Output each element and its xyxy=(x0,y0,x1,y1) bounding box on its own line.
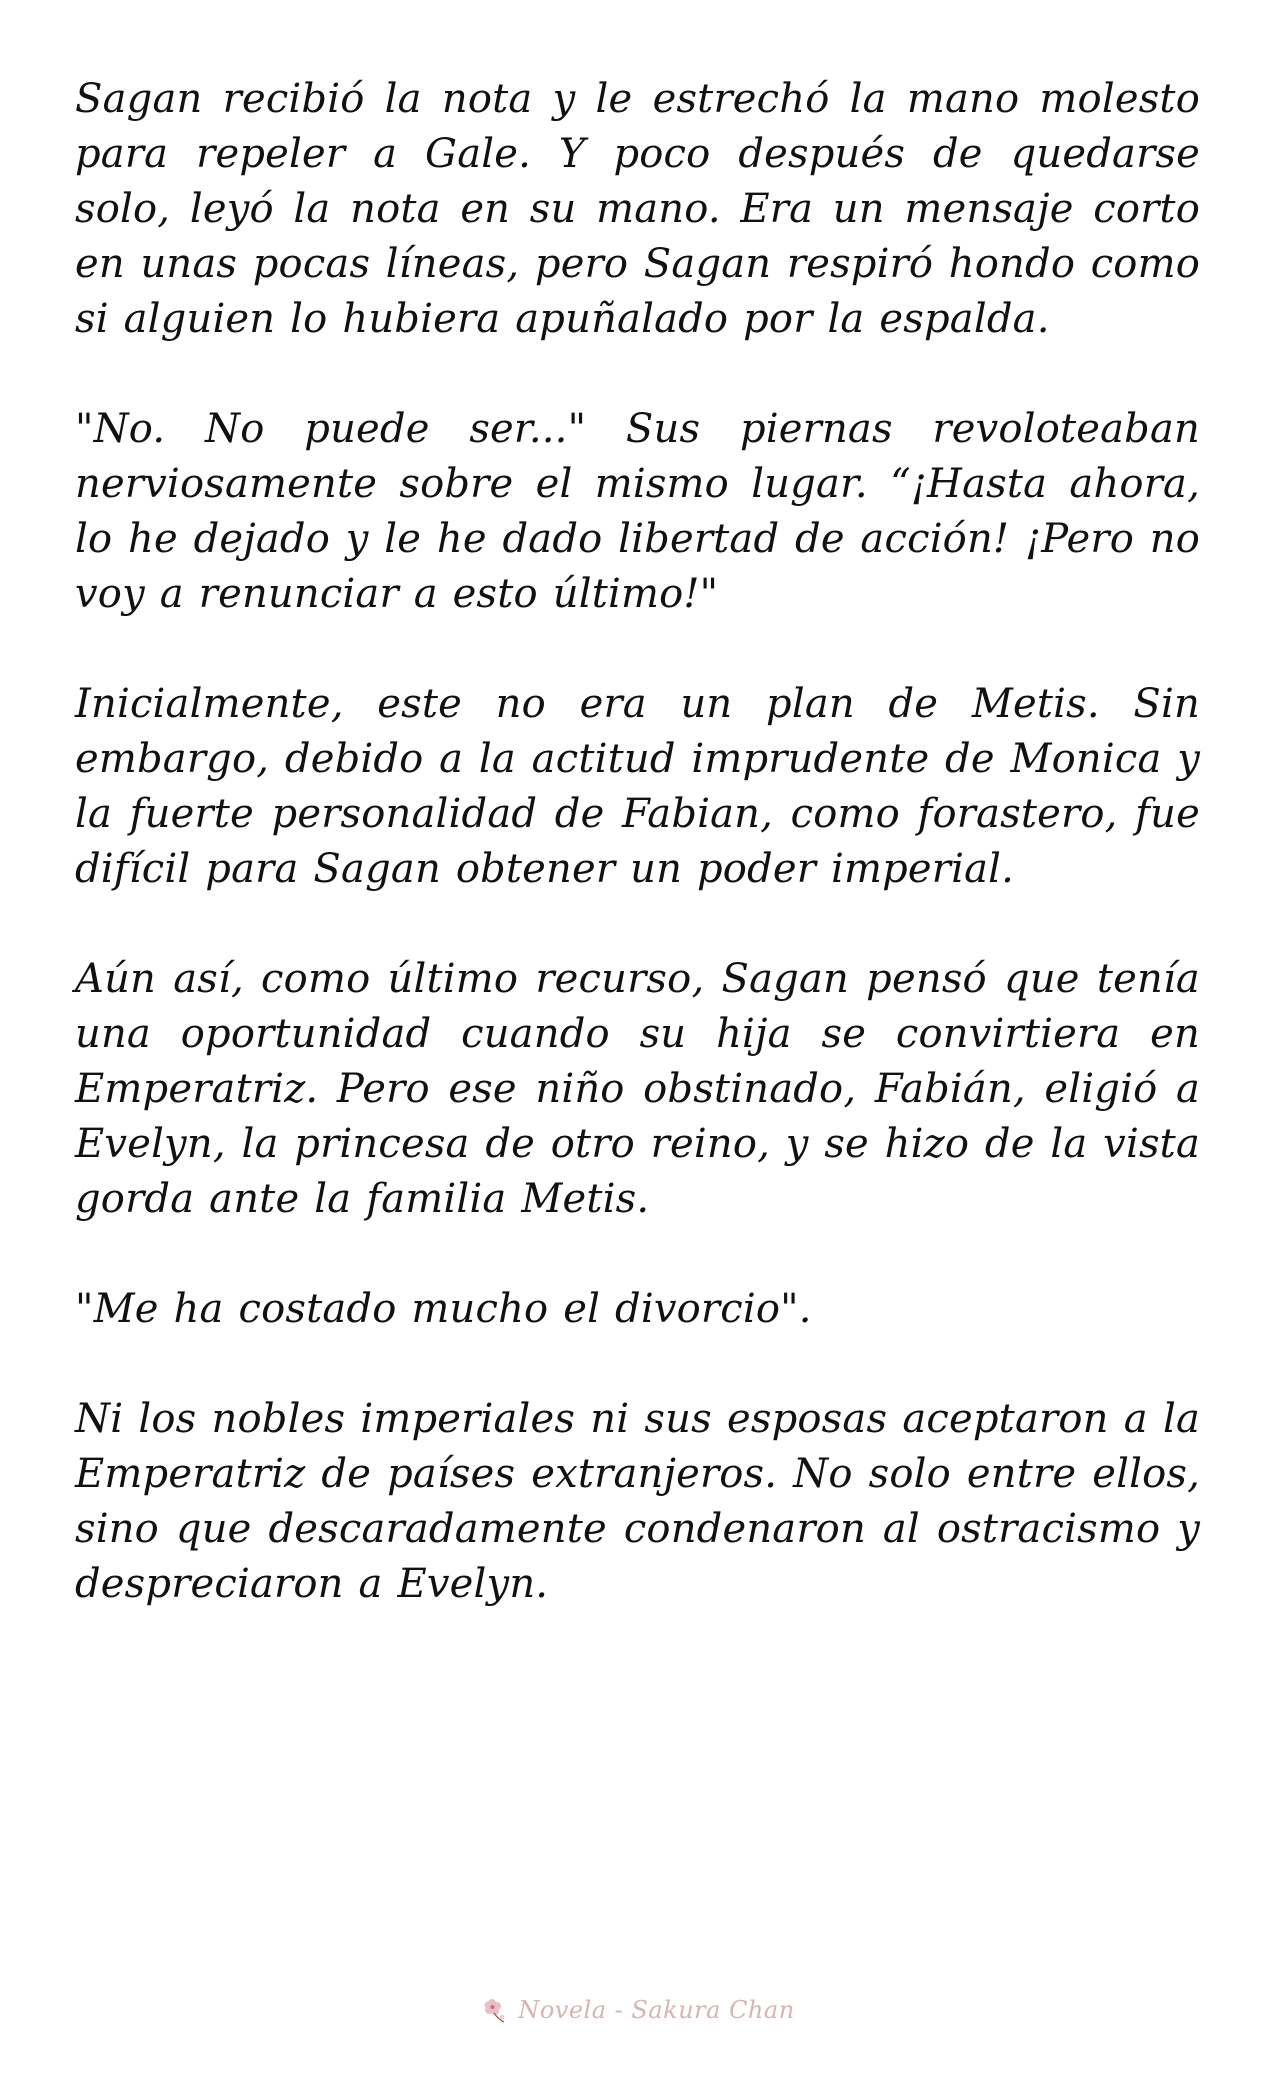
paragraph-3: Inicialmente, este no era un plan de Metis. Sin embargo, debido a la actitud imprudente de Monica y la fuerte personalidad de Fabian, como forastero, fue difícil para Sagan obtener un poder imperial. xyxy=(75,681,1200,892)
paragraph-2: "No. No puede ser..." Sus piernas revoloteaban nerviosamente sobre el mismo lugar. “¡Hasta ahora, lo he dejado y le he dado libertad de acción! ¡Pero no voy a renunciar a esto último!" xyxy=(75,406,1200,617)
watermark xyxy=(0,1995,1275,2035)
paragraph-1: Sagan recibió la nota y le estrechó la mano molesto para repeler a Gale. Y poco después de quedarse solo, leyó la nota en su mano. Era un mensaje corto en unas pocas líneas, pero Sagan respiró hondo como si alguien lo hubiera apuñalado por la espalda. xyxy=(75,76,1200,342)
cherry-blossom-icon xyxy=(480,1995,510,2025)
paragraph-5: "Me ha costado mucho el divorcio". xyxy=(75,1286,812,1332)
paragraph-4: Aún así, como último recurso, Sagan pensó que tenía una oportunidad cuando su hija se convirtiera en Emperatriz. Pero ese niño obstinado, Fabián, eligió a Evelyn, la princesa de otro reino, y se hizo de la vista gorda ante la familia Metis. xyxy=(75,956,1200,1222)
text-body xyxy=(75,72,1200,1667)
paragraph-6: Ni los nobles imperiales ni sus esposas aceptaron a la Emperatriz de países extranjeros. No solo entre ellos, sino que descaradamente condenaron al ostracismo y despreciaron a Evelyn. xyxy=(75,1396,1200,1607)
watermark-text: Novela - Sakura Chan xyxy=(518,1996,795,2024)
